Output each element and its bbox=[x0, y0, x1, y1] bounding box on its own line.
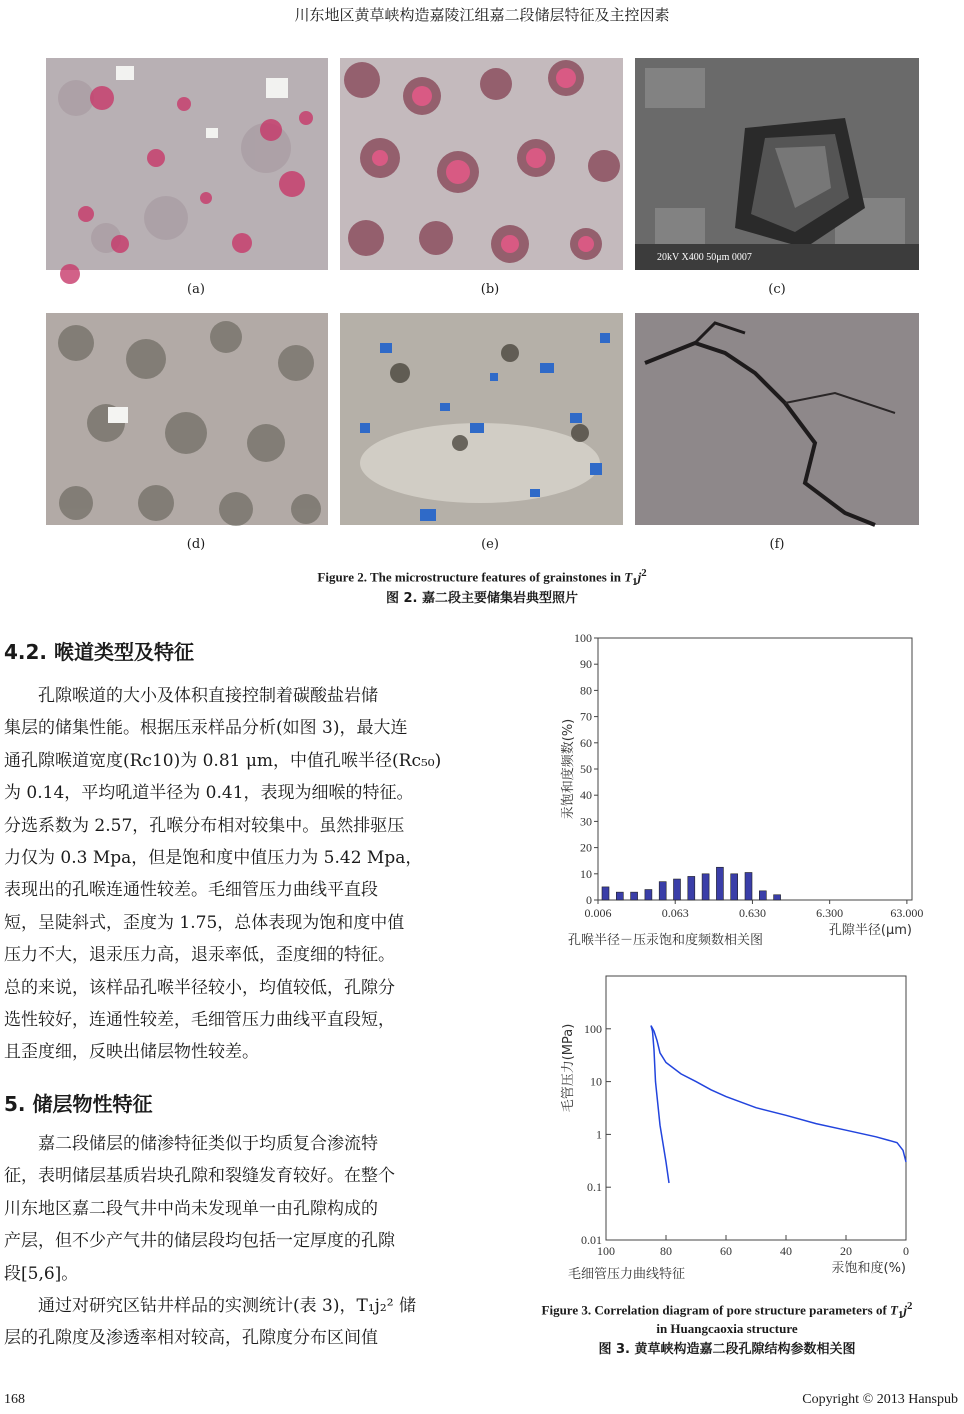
x-tick-label: 0 bbox=[903, 1244, 909, 1258]
running-header: 川东地区黄草峡构造嘉陵江组嘉二段储层特征及主控因素 bbox=[294, 6, 670, 24]
x-tick-label: 0.006 bbox=[584, 906, 612, 920]
chart-caption: 毛细管压力曲线特征 bbox=[568, 1267, 686, 1282]
line: 表现出的孔喉连通性较差。毛细管压力曲线平直段 bbox=[4, 880, 378, 901]
line: 通孔隙喉道宽度(Rc10)为 0.81 μm，中值孔喉半径(Rc₅₀) bbox=[4, 750, 442, 771]
x-tick-label: 100 bbox=[597, 1244, 615, 1258]
photo-panel-a bbox=[46, 58, 328, 270]
line: 川东地区嘉二段气井中尚未发现单一由孔隙构成的 bbox=[4, 1198, 378, 1219]
y-tick-label: 80 bbox=[580, 683, 592, 698]
y-tick-label: 10 bbox=[590, 1074, 602, 1089]
y-tick-label: 0 bbox=[586, 893, 592, 907]
line: 为 0.14，平均吼道半径为 0.41，表现为细喉的特征。 bbox=[4, 783, 414, 804]
photo-panel-e bbox=[340, 313, 623, 525]
line: 选性较好，连通性较差，毛细管压力曲线平直段短， bbox=[4, 1010, 395, 1031]
y-tick-label: 1 bbox=[596, 1127, 602, 1142]
histogram-bar bbox=[674, 879, 681, 900]
histogram-chart bbox=[548, 624, 924, 960]
y-axis-label: 毛管压力(MPa) bbox=[561, 1023, 576, 1113]
x-tick-label: 6.300 bbox=[816, 906, 844, 920]
panel-label-a: (a) bbox=[187, 282, 205, 297]
x-axis-label: 孔隙半径(μm) bbox=[828, 923, 912, 938]
sem-scale-text: 20kV X400 50μm 0007 bbox=[657, 252, 752, 263]
section-4-2-body bbox=[4, 680, 462, 1069]
photo-panel-d bbox=[46, 313, 328, 525]
x-tick-label: 80 bbox=[660, 1244, 672, 1258]
panel-label-f: (f) bbox=[769, 537, 785, 552]
capillary-pressure-chart bbox=[548, 968, 920, 1282]
line: 压力不大，退汞压力高，退汞率低，歪度细的特征。 bbox=[4, 945, 395, 966]
y-tick-label: 70 bbox=[580, 709, 592, 724]
histogram-bar bbox=[731, 874, 738, 900]
page-number: 168 bbox=[4, 1392, 25, 1407]
histogram-bar bbox=[616, 892, 623, 900]
line: 分选系数为 2.57，孔喉分布相对较集中。虽然排驱压 bbox=[4, 815, 405, 836]
histogram-bar bbox=[602, 887, 609, 900]
panel-label-c: (c) bbox=[768, 282, 786, 297]
figure2-caption-en: Figure 2. The microstructure features of grainstones in $T_1j^2$ bbox=[317, 567, 647, 588]
line: 段[5,6]。 bbox=[4, 1263, 79, 1284]
y-tick-label: 40 bbox=[580, 788, 592, 803]
histogram-bar bbox=[631, 892, 638, 900]
plot-frame bbox=[598, 638, 912, 900]
line: 孔隙喉道的大小及体积直接控制着碳酸盐岩储 bbox=[38, 686, 378, 706]
y-axis-label: 汞饱和度频数(%) bbox=[561, 718, 576, 820]
figure3-caption-cn: 图 3. 黄草峡构造嘉二段孔隙结构参数相关图 bbox=[598, 1342, 856, 1357]
copyright: Copyright © 2013 Hanspub bbox=[802, 1392, 958, 1407]
line: 征，表明储层基质岩块孔隙和裂缝发育较好。在整个 bbox=[4, 1166, 395, 1187]
y-tick-label: 0.01 bbox=[581, 1233, 602, 1247]
x-axis-label: 汞饱和度(%) bbox=[831, 1261, 906, 1276]
histogram-bar bbox=[759, 891, 766, 900]
y-tick-label: 90 bbox=[580, 657, 592, 672]
histogram-bar bbox=[716, 867, 723, 900]
line: 集层的储集性能。根据压汞样品分析(如图 3)，最大连 bbox=[4, 718, 408, 739]
y-tick-label: 50 bbox=[580, 762, 592, 776]
section-4-2-heading: 4.2. 喉道类型及特征 bbox=[4, 640, 194, 664]
histogram-bar bbox=[745, 872, 752, 900]
photo-panel-b bbox=[340, 58, 623, 270]
x-tick-label: 0.630 bbox=[738, 906, 766, 920]
panel-label-e: (e) bbox=[481, 537, 499, 552]
line: 力仅为 0.3 Mpa，但是饱和度中值压力为 5.42 Mpa， bbox=[4, 848, 423, 869]
line: 且歪度细，反映出储层物性较差。 bbox=[4, 1042, 259, 1063]
y-tick-label: 60 bbox=[580, 735, 592, 750]
y-tick-label: 10 bbox=[580, 866, 592, 881]
line: 嘉二段储层的储渗特征类似于均质复合渗流特 bbox=[38, 1134, 378, 1154]
line: 短，呈陡斜式，歪度为 1.75，总体表现为饱和度中值 bbox=[4, 912, 405, 933]
x-tick-label: 20 bbox=[840, 1244, 852, 1258]
x-tick-label: 63.000 bbox=[890, 906, 924, 920]
histogram-bar bbox=[702, 874, 709, 900]
photo-panel-f bbox=[635, 313, 919, 525]
histogram-bar bbox=[688, 876, 695, 900]
photo-panel-c-sem bbox=[635, 58, 919, 270]
line: 通过对研究区钻井样品的实测统计(表 3)，T₁j₂² 储 bbox=[38, 1296, 416, 1317]
line: 层的孔隙度及渗透率相对较高，孔隙度分布区间值 bbox=[4, 1328, 378, 1349]
figure2-caption-cn: 图 2. 嘉二段主要储集岩典型照片 bbox=[385, 591, 579, 606]
line: 产层，但不少产气井的储层段均包括一定厚度的孔隙 bbox=[4, 1231, 395, 1252]
y-tick-label: 100 bbox=[584, 1021, 602, 1036]
y-tick-label: 30 bbox=[580, 814, 592, 829]
x-tick-label: 0.063 bbox=[661, 906, 689, 920]
panel-label-d: (d) bbox=[186, 537, 206, 552]
line: 总的来说，该样品孔喉半径较小，均值较低，孔隙分 bbox=[4, 977, 395, 998]
chart-caption: 孔喉半径－压汞饱和度频数相关图 bbox=[568, 933, 764, 948]
histogram-bar bbox=[645, 890, 652, 900]
y-tick-label: 100 bbox=[574, 631, 592, 645]
histogram-bar bbox=[659, 882, 666, 900]
x-tick-label: 60 bbox=[720, 1244, 732, 1258]
panel-label-b: (b) bbox=[480, 282, 500, 297]
y-tick-label: 0.1 bbox=[587, 1180, 602, 1195]
section-5-heading: 5. 储层物性特征 bbox=[4, 1092, 153, 1116]
section-5-body bbox=[4, 1128, 462, 1355]
x-tick-label: 40 bbox=[780, 1244, 792, 1258]
figure3-caption-en: Figure 3. Correlation diagram of pore structure parameters of $T_1j^2$ in Huangcaoxia structure bbox=[541, 1300, 913, 1336]
y-tick-label: 20 bbox=[580, 840, 592, 855]
histogram-bar bbox=[774, 895, 781, 900]
